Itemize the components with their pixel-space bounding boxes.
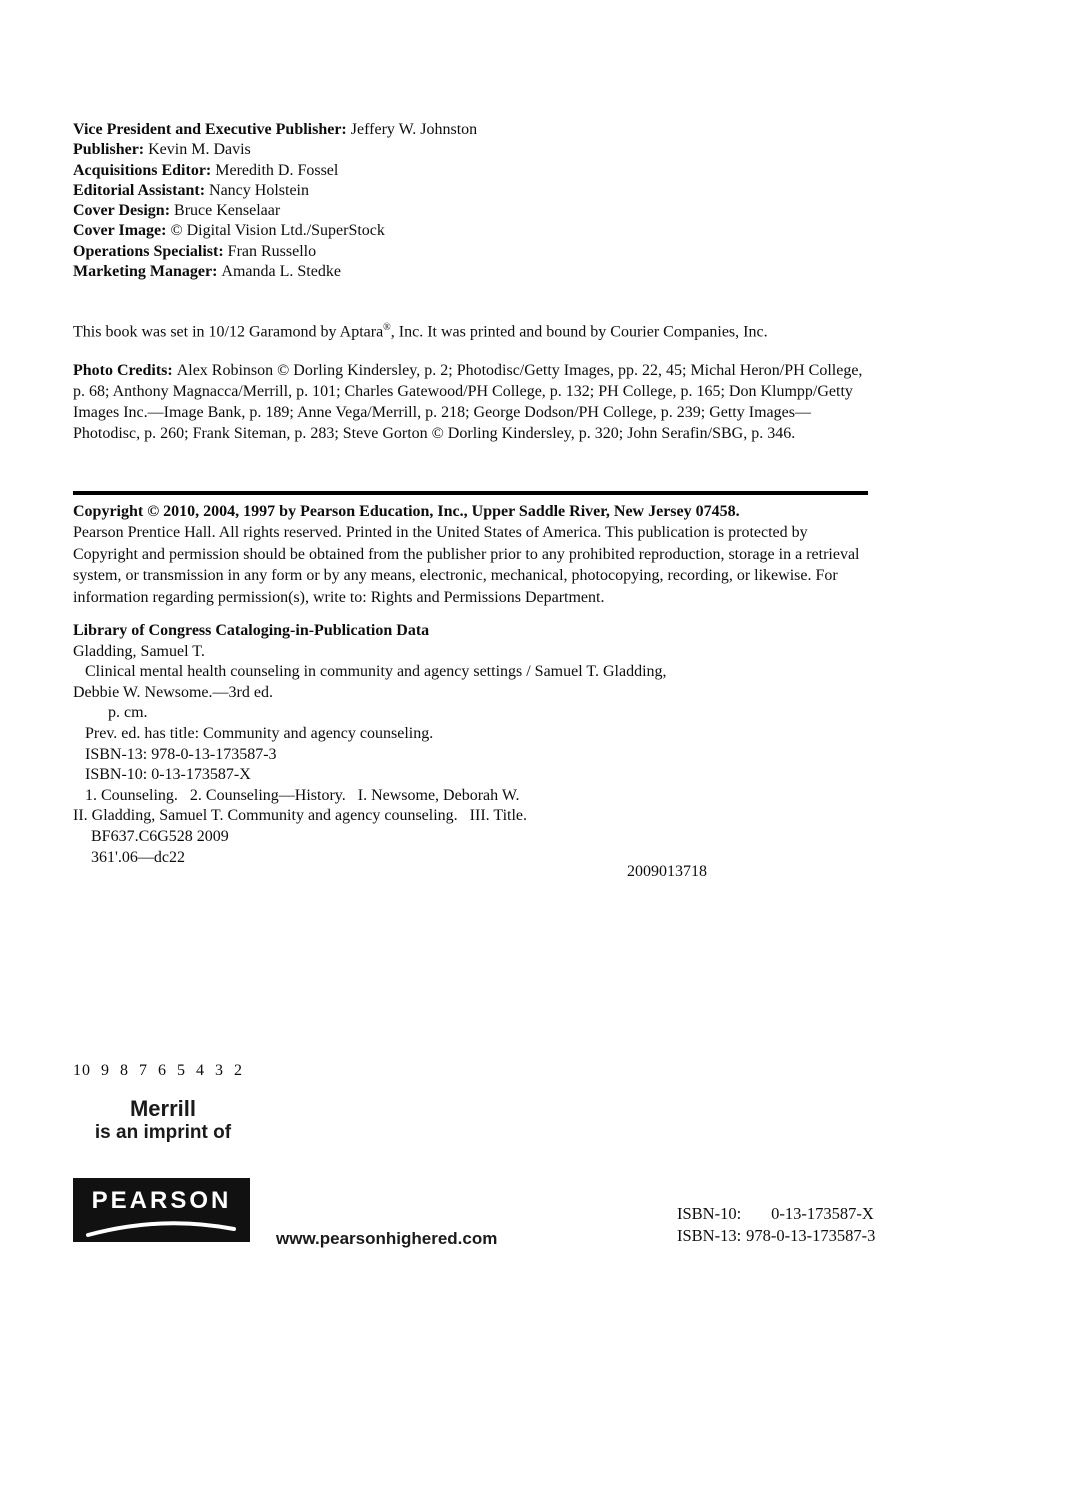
staff-credit-line [73, 201, 477, 221]
isbn10-label: ISBN-10: [677, 1204, 742, 1223]
copyright-bold-line: Copyright © 2010, 2004, 1997 by Pearson Education, Inc., Upper Saddle River, New Jersey 07458. [73, 503, 740, 520]
loc-line: ISBN-10: 0-13-173587-X [85, 766, 251, 784]
loc-line: p. cm. [108, 704, 148, 722]
credit-label: Vice President and Executive Publisher: [73, 121, 347, 138]
loc-line: BF637.C6G528 2009 [91, 827, 229, 845]
staff-credit-line [73, 262, 477, 282]
loc-line: ISBN-13: 978-0-13-173587-3 [85, 745, 277, 763]
loc-line: Prev. ed. has title: Community and agency counseling. [85, 724, 434, 742]
copyright-notice [73, 501, 873, 608]
credit-value: © Digital Vision Ltd./SuperStock [170, 222, 385, 240]
credit-value: Kevin M. Davis [148, 141, 251, 159]
pearson-logo [73, 1178, 250, 1242]
isbn10-value: 0-13-173587-X [771, 1204, 874, 1223]
publisher-website: www.pearsonhighered.com [276, 1229, 498, 1248]
staff-credit-line [73, 181, 477, 201]
merrill-logo: Merrill [129, 1096, 197, 1121]
credit-value: Nancy Holstein [209, 181, 309, 199]
imprint-block [83, 1097, 243, 1145]
staff-credit-line [73, 120, 477, 140]
credit-value: Meredith D. Fossel [215, 161, 339, 179]
staff-credit-line [73, 221, 477, 241]
production-note [73, 322, 768, 341]
credit-label: Acquisitions Editor: [73, 161, 212, 179]
staff-credits-block [73, 120, 477, 282]
photo-credits-label: Photo Credits: [73, 362, 173, 379]
isbn13-value: 978-0-13-173587-3 [746, 1226, 876, 1245]
isbn-block [677, 1203, 875, 1247]
loc-line: Clinical mental health counseling in community and agency settings / Samuel T. Gladding, [85, 663, 667, 681]
imprint-tagline: is an imprint of [94, 1122, 232, 1143]
isbn13-row [677, 1225, 875, 1247]
loc-line: II. Gladding, Samuel T. Community and agency counseling. III. Title. [73, 807, 528, 825]
registered-mark: ® [383, 322, 391, 333]
credit-label: Editorial Assistant: [73, 181, 206, 199]
copyright-body: Pearson Prentice Hall. All rights reserved. Printed in the United States of America. This publication is protected by Copyright and permission should be obtained from the publisher prior to any prohibited reproduction, storage in a retrieval system, or transmission in any form or by any means, electronic, mechanical, photocopying, recording, or likewise. For information regarding permission(s), write to: Rights and Permissions Department. [73, 524, 860, 606]
credit-value: Fran Russello [227, 242, 317, 260]
section-divider-rule [73, 491, 868, 495]
credit-label: Cover Image: [73, 222, 167, 240]
photo-credits-text: Alex Robinson © Dorling Kindersley, p. 2; Photodisc/Getty Images, pp. 22, 45; Michal Heron/PH College, p. 68; Anthony Magnacca/Merrill, p. 101; Charles Gatewood/PH College, p. 132; PH College, p. 165; Don Klumpp/Getty Images Inc.—Image Bank, p. 189; Anne Vega/Merrill, p. 218; George Dodson/PH College, p. 239; Getty Images—Photodisc, p. 260; Frank Siteman, p. 283; Steve Gorton © Dorling Kindersley, p. 320; John Serafin/SBG, p. 346. [73, 362, 863, 442]
production-note-text: This book was set in 10/12 Garamond by Aptara [73, 323, 384, 341]
credit-label: Operations Specialist: [73, 242, 224, 260]
production-note-text: , Inc. It was printed and bound by Courier Companies, Inc. [390, 323, 768, 341]
loc-cataloging-block [73, 621, 873, 868]
staff-credit-line [73, 161, 477, 181]
staff-credit-line [73, 242, 477, 262]
isbn10-row [677, 1203, 875, 1225]
credit-value: Jeffery W. Johnston [350, 121, 478, 138]
credit-label: Publisher: [73, 141, 145, 159]
loc-line: 1. Counseling. 2. Counseling—History. I. Newsome, Deborah W. [85, 786, 520, 804]
loc-line: Gladding, Samuel T. [73, 642, 205, 660]
credit-value: Amanda L. Stedke [221, 263, 341, 281]
pearson-logo-text: PEARSON [91, 1187, 232, 1214]
photo-credits [73, 360, 871, 444]
credit-label: Marketing Manager: [73, 263, 218, 281]
printing-run-numbers: 10 9 8 7 6 5 4 3 2 [73, 1062, 243, 1079]
credit-value: Bruce Kenselaar [174, 202, 281, 220]
staff-credit-line [73, 140, 477, 160]
loc-line: Debbie W. Newsome.—3rd ed. [73, 683, 273, 701]
credit-label: Cover Design: [73, 202, 171, 220]
loc-control-number: 2009013718 [627, 863, 707, 880]
loc-heading: Library of Congress Cataloging-in-Publication Data [73, 622, 430, 639]
loc-line: 361'.06—dc22 [91, 848, 185, 866]
pearson-swoosh-icon [73, 1178, 250, 1242]
isbn13-label: ISBN-13: [677, 1226, 742, 1245]
